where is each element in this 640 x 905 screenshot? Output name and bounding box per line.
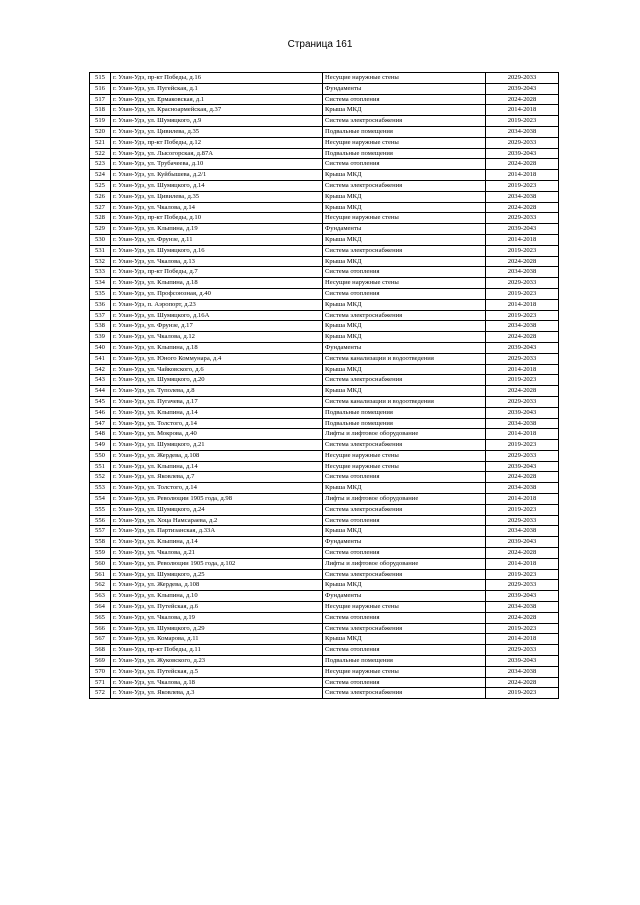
address-cell: г. Улан-Удэ, ул. Шумяцкого, д.16 xyxy=(111,245,323,256)
period-cell: 2034-2038 xyxy=(486,191,559,202)
row-number: 545 xyxy=(90,396,111,407)
work-type-cell: Система отопления xyxy=(323,612,486,623)
period-cell: 2019-2023 xyxy=(486,440,559,451)
row-number: 529 xyxy=(90,224,111,235)
row-number: 518 xyxy=(90,105,111,116)
period-cell: 2034-2038 xyxy=(486,321,559,332)
row-number: 528 xyxy=(90,213,111,224)
work-type-cell: Система канализации и водоотведения xyxy=(323,396,486,407)
table-row xyxy=(90,494,559,505)
period-cell: 2024-2028 xyxy=(486,94,559,105)
table-row xyxy=(90,267,559,278)
table-row xyxy=(90,515,559,526)
table-row xyxy=(90,342,559,353)
work-type-cell: Крыша МКД xyxy=(323,256,486,267)
address-cell: г. Улан-Удэ, ул. Жердева, д.108 xyxy=(111,450,323,461)
table-row xyxy=(90,332,559,343)
table-row xyxy=(90,472,559,483)
row-number: 542 xyxy=(90,364,111,375)
period-cell: 2019-2023 xyxy=(486,569,559,580)
page-number-label: Страница 161 xyxy=(287,39,353,50)
row-number: 569 xyxy=(90,656,111,667)
row-number: 550 xyxy=(90,450,111,461)
work-type-cell: Лифты и лифтовое оборудование xyxy=(323,558,486,569)
table-row xyxy=(90,396,559,407)
period-cell: 2014-2018 xyxy=(486,364,559,375)
row-number: 538 xyxy=(90,321,111,332)
table-row xyxy=(90,137,559,148)
address-cell: г. Улан-Удэ, ул. Яковлева, д.7 xyxy=(111,472,323,483)
table-row xyxy=(90,234,559,245)
address-cell: г. Улан-Удэ, ул. Яковлева, д.3 xyxy=(111,688,323,699)
work-type-cell: Подвальные помещения xyxy=(323,418,486,429)
period-cell: 2024-2028 xyxy=(486,472,559,483)
work-type-cell: Крыша МКД xyxy=(323,634,486,645)
address-cell: г. Улан-Удэ, ул. Жуковского, д.23 xyxy=(111,656,323,667)
table-row xyxy=(90,429,559,440)
work-type-cell: Лифты и лифтовое оборудование xyxy=(323,494,486,505)
period-cell: 2039-2043 xyxy=(486,461,559,472)
work-type-cell: Крыша МКД xyxy=(323,580,486,591)
address-cell: г. Улан-Удэ, ул. Шумяцкого, д.14 xyxy=(111,180,323,191)
period-cell: 2024-2028 xyxy=(486,202,559,213)
period-cell: 2029-2033 xyxy=(486,353,559,364)
period-cell: 2039-2043 xyxy=(486,148,559,159)
period-cell: 2029-2033 xyxy=(486,580,559,591)
address-cell: г. Улан-Удэ, ул. Профсоюзная, д.40 xyxy=(111,288,323,299)
table-row xyxy=(90,213,559,224)
row-number: 532 xyxy=(90,256,111,267)
period-cell: 2039-2043 xyxy=(486,224,559,235)
table-row xyxy=(90,504,559,515)
work-type-cell: Крыша МКД xyxy=(323,299,486,310)
period-cell: 2034-2038 xyxy=(486,666,559,677)
period-cell: 2019-2023 xyxy=(486,245,559,256)
address-cell: г. Улан-Удэ, ул. Партизанская, д.33А xyxy=(111,526,323,537)
work-type-cell: Система отопления xyxy=(323,94,486,105)
table-body xyxy=(90,73,559,699)
work-type-cell: Крыша МКД xyxy=(323,234,486,245)
period-cell: 2019-2023 xyxy=(486,623,559,634)
table-row xyxy=(90,645,559,656)
row-number: 567 xyxy=(90,634,111,645)
table-row xyxy=(90,602,559,613)
row-number: 554 xyxy=(90,494,111,505)
table-row xyxy=(90,440,559,451)
row-number: 530 xyxy=(90,234,111,245)
work-type-cell: Система электроснабжения xyxy=(323,310,486,321)
period-cell: 2034-2038 xyxy=(486,418,559,429)
address-cell: г. Улан-Удэ, ул. Куйбышева, д.2/1 xyxy=(111,170,323,181)
row-number: 561 xyxy=(90,569,111,580)
row-number: 553 xyxy=(90,483,111,494)
address-cell: г. Улан-Удэ, ул. Чкалова, д.19 xyxy=(111,612,323,623)
work-type-cell: Система отопления xyxy=(323,159,486,170)
period-cell: 2019-2023 xyxy=(486,310,559,321)
period-cell: 2039-2043 xyxy=(486,83,559,94)
address-cell: г. Улан-Удэ, ул. Комарова, д.11 xyxy=(111,634,323,645)
period-cell: 2019-2023 xyxy=(486,688,559,699)
row-number: 572 xyxy=(90,688,111,699)
address-cell: г. Улан-Удэ, ул. Чайковского, д.6 xyxy=(111,364,323,375)
address-cell: г. Улан-Удэ, ул. Чкалова, д.21 xyxy=(111,548,323,559)
work-type-cell: Система электроснабжения xyxy=(323,245,486,256)
work-type-cell: Фундаменты xyxy=(323,83,486,94)
table-row xyxy=(90,105,559,116)
period-cell: 2019-2023 xyxy=(486,504,559,515)
period-cell: 2034-2038 xyxy=(486,602,559,613)
address-cell: г. Улан-Удэ, ул. Клыпина, д.10 xyxy=(111,591,323,602)
address-cell: г. Улан-Удэ, пр-кт Победы, д.7 xyxy=(111,267,323,278)
table-row xyxy=(90,73,559,84)
period-cell: 2029-2033 xyxy=(486,396,559,407)
table-row xyxy=(90,666,559,677)
work-type-cell: Крыша МКД xyxy=(323,321,486,332)
period-cell: 2029-2033 xyxy=(486,137,559,148)
work-type-cell: Подвальные помещения xyxy=(323,148,486,159)
address-cell: г. Улан-Удэ, ул. Цивилева, д.35 xyxy=(111,191,323,202)
table-row xyxy=(90,418,559,429)
work-type-cell: Система электроснабжения xyxy=(323,569,486,580)
period-cell: 2019-2023 xyxy=(486,375,559,386)
table-row xyxy=(90,256,559,267)
address-cell: г. Улан-Удэ, ул. Революции 1905 года, д.102 xyxy=(111,558,323,569)
address-cell: г. Улан-Удэ, ул. Чкалова, д.18 xyxy=(111,677,323,688)
address-cell: г. Улан-Удэ, пр-кт Победы, д.12 xyxy=(111,137,323,148)
row-number: 563 xyxy=(90,591,111,602)
table-row xyxy=(90,170,559,181)
work-type-cell: Крыша МКД xyxy=(323,170,486,181)
table-row xyxy=(90,548,559,559)
period-cell: 2014-2018 xyxy=(486,105,559,116)
period-cell: 2014-2018 xyxy=(486,170,559,181)
table-row xyxy=(90,558,559,569)
table-row xyxy=(90,688,559,699)
period-cell: 2014-2018 xyxy=(486,299,559,310)
work-type-cell: Крыша МКД xyxy=(323,191,486,202)
address-cell: г. Улан-Удэ, ул. Фрунзе, д.11 xyxy=(111,234,323,245)
period-cell: 2029-2033 xyxy=(486,278,559,289)
period-cell: 2039-2043 xyxy=(486,537,559,548)
table-row xyxy=(90,580,559,591)
row-number: 526 xyxy=(90,191,111,202)
period-cell: 2019-2023 xyxy=(486,288,559,299)
work-type-cell: Система электроснабжения xyxy=(323,375,486,386)
table-row xyxy=(90,191,559,202)
table-row xyxy=(90,126,559,137)
address-cell: г. Улан-Удэ, ул. Трубачеева, д.10 xyxy=(111,159,323,170)
table-row xyxy=(90,278,559,289)
row-number: 516 xyxy=(90,83,111,94)
row-number: 543 xyxy=(90,375,111,386)
address-cell: г. Улан-Удэ, пр-кт Победы, д.11 xyxy=(111,645,323,656)
address-cell: г. Улан-Удэ, ул. Красноармейская, д.37 xyxy=(111,105,323,116)
work-type-cell: Крыша МКД xyxy=(323,526,486,537)
row-number: 556 xyxy=(90,515,111,526)
work-type-cell: Несущие наружные стены xyxy=(323,213,486,224)
row-number: 534 xyxy=(90,278,111,289)
work-type-cell: Крыша МКД xyxy=(323,202,486,213)
row-number: 522 xyxy=(90,148,111,159)
work-type-cell: Несущие наружные стены xyxy=(323,461,486,472)
address-cell: г. Улан-Удэ, ул. Туполева, д.8 xyxy=(111,386,323,397)
address-cell: г. Улан-Удэ, ул. Мокрова, д.40 xyxy=(111,429,323,440)
table-row xyxy=(90,407,559,418)
row-number: 519 xyxy=(90,116,111,127)
period-cell: 2034-2038 xyxy=(486,483,559,494)
row-number: 541 xyxy=(90,353,111,364)
work-type-cell: Система электроснабжения xyxy=(323,688,486,699)
table-row xyxy=(90,148,559,159)
address-cell: г. Улан-Удэ, ул. Цивилева, д.35 xyxy=(111,126,323,137)
row-number: 515 xyxy=(90,73,111,84)
period-cell: 2014-2018 xyxy=(486,429,559,440)
work-type-cell: Несущие наружные стены xyxy=(323,602,486,613)
work-type-cell: Система отопления xyxy=(323,677,486,688)
table-row xyxy=(90,375,559,386)
row-number: 555 xyxy=(90,504,111,515)
period-cell: 2024-2028 xyxy=(486,386,559,397)
row-number: 527 xyxy=(90,202,111,213)
row-number: 557 xyxy=(90,526,111,537)
table-row xyxy=(90,180,559,191)
period-cell: 2014-2018 xyxy=(486,558,559,569)
table-row xyxy=(90,526,559,537)
table-row xyxy=(90,677,559,688)
period-cell: 2029-2033 xyxy=(486,645,559,656)
work-type-cell: Крыша МКД xyxy=(323,105,486,116)
row-number: 547 xyxy=(90,418,111,429)
address-cell: г. Улан-Удэ, пр-кт Победы, д.16 xyxy=(111,73,323,84)
work-type-cell: Система отопления xyxy=(323,515,486,526)
work-type-cell: Система электроснабжения xyxy=(323,116,486,127)
address-cell: г. Улан-Удэ, ул. Клыпина, д.14 xyxy=(111,537,323,548)
period-cell: 2039-2043 xyxy=(486,591,559,602)
row-number: 559 xyxy=(90,548,111,559)
address-cell: г. Улан-Удэ, ул. Хоца Намсараева, д.2 xyxy=(111,515,323,526)
row-number: 524 xyxy=(90,170,111,181)
address-cell: г. Улан-Удэ, ул. Толстого, д.14 xyxy=(111,483,323,494)
work-type-cell: Подвальные помещения xyxy=(323,407,486,418)
work-type-cell: Фундаменты xyxy=(323,537,486,548)
address-cell: г. Улан-Удэ, ул. Пугейская, д.1 xyxy=(111,83,323,94)
table-row xyxy=(90,94,559,105)
table-row xyxy=(90,83,559,94)
period-cell: 2034-2038 xyxy=(486,267,559,278)
address-cell: г. Улан-Удэ, ул. Клыпина, д.18 xyxy=(111,342,323,353)
address-cell: г. Улан-Удэ, ул. Юного Коммунара, д.4 xyxy=(111,353,323,364)
work-type-cell: Крыша МКД xyxy=(323,386,486,397)
row-number: 517 xyxy=(90,94,111,105)
row-number: 551 xyxy=(90,461,111,472)
address-cell: г. Улан-Удэ, ул. Революции 1905 года, д.98 xyxy=(111,494,323,505)
row-number: 548 xyxy=(90,429,111,440)
row-number: 568 xyxy=(90,645,111,656)
work-type-cell: Крыша МКД xyxy=(323,332,486,343)
table-row xyxy=(90,310,559,321)
work-type-cell: Фундаменты xyxy=(323,591,486,602)
work-type-cell: Несущие наружные стены xyxy=(323,278,486,289)
table-row xyxy=(90,299,559,310)
period-cell: 2039-2043 xyxy=(486,342,559,353)
address-cell: г. Улан-Удэ, ул. Шумяцкого, д.29 xyxy=(111,623,323,634)
row-number: 535 xyxy=(90,288,111,299)
period-cell: 2024-2028 xyxy=(486,548,559,559)
work-type-cell: Система отопления xyxy=(323,645,486,656)
table-row xyxy=(90,353,559,364)
work-type-cell: Система отопления xyxy=(323,288,486,299)
row-number: 562 xyxy=(90,580,111,591)
work-type-cell: Система отопления xyxy=(323,267,486,278)
table-row xyxy=(90,245,559,256)
work-type-cell: Фундаменты xyxy=(323,342,486,353)
table-row xyxy=(90,450,559,461)
work-type-cell: Подвальные помещения xyxy=(323,126,486,137)
row-number: 571 xyxy=(90,677,111,688)
address-cell: г. Улан-Удэ, ул. Клыпина, д.19 xyxy=(111,224,323,235)
address-cell: г. Улан-Удэ, ул. Чкалова, д.12 xyxy=(111,332,323,343)
row-number: 544 xyxy=(90,386,111,397)
address-cell: г. Улан-Удэ, ул. Фрунзе, д.17 xyxy=(111,321,323,332)
table-row xyxy=(90,591,559,602)
period-cell: 2014-2018 xyxy=(486,634,559,645)
work-type-cell: Фундаменты xyxy=(323,224,486,235)
row-number: 521 xyxy=(90,137,111,148)
row-number: 537 xyxy=(90,310,111,321)
address-cell: г. Улан-Удэ, ул. Жердева, д.108 xyxy=(111,580,323,591)
period-cell: 2029-2033 xyxy=(486,73,559,84)
address-cell: г. Улан-Удэ, ул. Чкалова, д.13 xyxy=(111,256,323,267)
address-cell: г. Улан-Удэ, ул. Ермаковская, д.1 xyxy=(111,94,323,105)
work-type-cell: Система отопления xyxy=(323,548,486,559)
address-cell: г. Улан-Удэ, ул. Путейская, д.5 xyxy=(111,666,323,677)
row-number: 523 xyxy=(90,159,111,170)
table-row xyxy=(90,386,559,397)
row-number: 560 xyxy=(90,558,111,569)
work-type-cell: Система электроснабжения xyxy=(323,623,486,634)
period-cell: 2019-2023 xyxy=(486,116,559,127)
table-row xyxy=(90,483,559,494)
work-type-cell: Система канализации и водоотведения xyxy=(323,353,486,364)
period-cell: 2034-2038 xyxy=(486,526,559,537)
address-cell: г. Улан-Удэ, ул. Шумяцкого, д.9 xyxy=(111,116,323,127)
address-cell: г. Улан-Удэ, п. Аэропорт, д.23 xyxy=(111,299,323,310)
period-cell: 2024-2028 xyxy=(486,612,559,623)
address-cell: г. Улан-Удэ, ул. Шумяцкого, д.20 xyxy=(111,375,323,386)
work-type-cell: Система электроснабжения xyxy=(323,440,486,451)
row-number: 558 xyxy=(90,537,111,548)
row-number: 546 xyxy=(90,407,111,418)
period-cell: 2029-2033 xyxy=(486,450,559,461)
work-type-cell: Подвальные помещения xyxy=(323,656,486,667)
work-type-cell: Лифты и лифтовое оборудование xyxy=(323,429,486,440)
work-type-cell: Крыша МКД xyxy=(323,483,486,494)
work-type-cell: Крыша МКД xyxy=(323,364,486,375)
address-cell: г. Улан-Удэ, ул. Клыпина, д.18 xyxy=(111,278,323,289)
period-cell: 2024-2028 xyxy=(486,677,559,688)
row-number: 570 xyxy=(90,666,111,677)
address-cell: г. Улан-Удэ, ул. Пугачева, д.17 xyxy=(111,396,323,407)
address-cell: г. Улан-Удэ, ул. Лысогорская, д.87А xyxy=(111,148,323,159)
table-row xyxy=(90,116,559,127)
period-cell: 2024-2028 xyxy=(486,256,559,267)
row-number: 531 xyxy=(90,245,111,256)
work-type-cell: Система отопления xyxy=(323,472,486,483)
period-cell: 2039-2043 xyxy=(486,656,559,667)
work-type-cell: Система электроснабжения xyxy=(323,180,486,191)
row-number: 565 xyxy=(90,612,111,623)
row-number: 564 xyxy=(90,602,111,613)
row-number: 533 xyxy=(90,267,111,278)
row-number: 549 xyxy=(90,440,111,451)
table-row xyxy=(90,364,559,375)
table-row xyxy=(90,612,559,623)
work-type-cell: Несущие наружные стены xyxy=(323,450,486,461)
table-row xyxy=(90,321,559,332)
address-cell: г. Улан-Удэ, пр-кт Победы, д.10 xyxy=(111,213,323,224)
period-cell: 2029-2033 xyxy=(486,515,559,526)
repair-schedule-table xyxy=(89,72,559,699)
period-cell: 2014-2018 xyxy=(486,234,559,245)
period-cell: 2034-2038 xyxy=(486,126,559,137)
table-row xyxy=(90,656,559,667)
row-number: 539 xyxy=(90,332,111,343)
table-row xyxy=(90,288,559,299)
table-row xyxy=(90,461,559,472)
table-row xyxy=(90,202,559,213)
row-number: 525 xyxy=(90,180,111,191)
work-type-cell: Система электроснабжения xyxy=(323,504,486,515)
address-cell: г. Улан-Удэ, ул. Чкалова, д.14 xyxy=(111,202,323,213)
address-cell: г. Улан-Удэ, ул. Толстого, д.14 xyxy=(111,418,323,429)
table-row xyxy=(90,634,559,645)
row-number: 540 xyxy=(90,342,111,353)
row-number: 566 xyxy=(90,623,111,634)
period-cell: 2014-2018 xyxy=(486,494,559,505)
row-number: 536 xyxy=(90,299,111,310)
address-cell: г. Улан-Удэ, ул. Шумяцкого, д.25 xyxy=(111,569,323,580)
row-number: 552 xyxy=(90,472,111,483)
table-row xyxy=(90,224,559,235)
period-cell: 2029-2033 xyxy=(486,213,559,224)
period-cell: 2039-2043 xyxy=(486,407,559,418)
work-type-cell: Несущие наружные стены xyxy=(323,137,486,148)
table-row xyxy=(90,537,559,548)
address-cell: г. Улан-Удэ, ул. Клыпина, д.14 xyxy=(111,461,323,472)
address-cell: г. Улан-Удэ, ул. Шумяцкого, д.16А xyxy=(111,310,323,321)
table-row xyxy=(90,159,559,170)
address-cell: г. Улан-Удэ, ул. Шумяцкого, д.24 xyxy=(111,504,323,515)
work-type-cell: Несущие наружные стены xyxy=(323,666,486,677)
work-type-cell: Несущие наружные стены xyxy=(323,73,486,84)
period-cell: 2024-2028 xyxy=(486,159,559,170)
period-cell: 2019-2023 xyxy=(486,180,559,191)
address-cell: г. Улан-Удэ, ул. Путейская, д.6 xyxy=(111,602,323,613)
table-row xyxy=(90,623,559,634)
address-cell: г. Улан-Удэ, ул. Клыпина, д.14 xyxy=(111,407,323,418)
table-row xyxy=(90,569,559,580)
period-cell: 2024-2028 xyxy=(486,332,559,343)
address-cell: г. Улан-Удэ, ул. Шумяцкого, д.21 xyxy=(111,440,323,451)
row-number: 520 xyxy=(90,126,111,137)
